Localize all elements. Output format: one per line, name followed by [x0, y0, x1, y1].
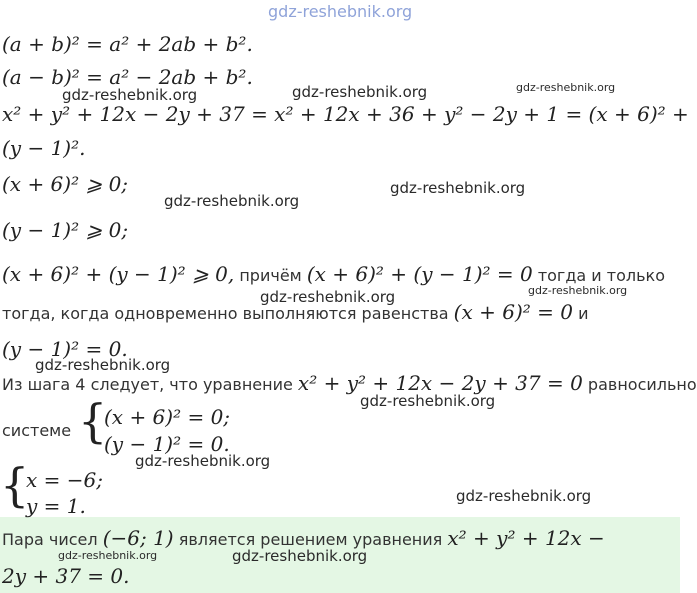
equality-x: (x + 6)² = 0 — [453, 300, 573, 324]
sum-inequality: (x + 6)² + (y − 1)² ⩾ 0, — [2, 262, 235, 286]
solution-y: y = 1. — [26, 494, 86, 518]
solution-x: x = −6; — [26, 468, 103, 492]
system-brace: { — [78, 394, 108, 448]
solution-pair: (−6; 1) — [102, 526, 174, 550]
system-eq-2: (y − 1)² = 0. — [104, 432, 230, 456]
simultaneous-condition — [2, 300, 588, 324]
text-from-step: Из шага 4 следует, что уравнение — [2, 375, 293, 394]
system-eq-1: (x + 6)² = 0; — [104, 405, 231, 429]
equality-y: (y − 1)² = 0. — [2, 337, 128, 361]
text-and: и — [578, 304, 589, 323]
watermark: gdz-reshebnik.org — [292, 83, 428, 101]
text-equivalent: равносильно — [587, 375, 697, 394]
equivalence-statement — [2, 371, 697, 395]
sum-condition — [2, 262, 665, 286]
sum-equality: (x + 6)² + (y − 1)² = 0 — [306, 262, 533, 286]
text-simultaneous: тогда, когда одновременно выполняются равенства — [2, 304, 449, 323]
answer-equation-end: 2y + 37 = 0. — [2, 564, 130, 588]
text-is-solution: является решением уравнения — [178, 530, 443, 549]
watermark: gdz-reshebnik.org — [516, 81, 616, 94]
watermark-top: gdz-reshebnik.org — [268, 2, 413, 21]
equation-transform: x² + y² + 12x − 2y + 37 = x² + 12x + 36 + y² − 2y + 1 = (x + 6)² + — [2, 102, 689, 126]
watermark: gdz-reshebnik.org — [135, 452, 271, 470]
watermark: gdz-reshebnik.org — [390, 179, 526, 197]
inequality-x: (x + 6)² ⩾ 0; — [2, 172, 129, 196]
answer-equation-start: x² + y² + 12x − — [447, 526, 605, 550]
equation-transform-end: (y − 1)². — [2, 136, 86, 160]
solution-brace: { — [0, 458, 30, 512]
watermark: gdz-reshebnik.org — [456, 487, 592, 505]
watermark: gdz-reshebnik.org — [260, 288, 396, 306]
watermark: gdz-reshebnik.org — [528, 284, 628, 297]
watermark: gdz-reshebnik.org — [58, 549, 158, 562]
watermark: gdz-reshebnik.org — [35, 356, 171, 374]
formula-square-sum: (a + b)² = a² + 2ab + b². — [2, 32, 253, 56]
text-prichem: причём — [239, 266, 302, 285]
text-pair: Пара чисел — [2, 530, 98, 549]
formula-square-diff: (a − b)² = a² − 2ab + b². — [2, 65, 253, 89]
inequality-y: (y − 1)² ⩾ 0; — [2, 218, 129, 242]
original-equation: x² + y² + 12x − 2y + 37 = 0 — [297, 371, 583, 395]
text-iff: тогда и только — [537, 266, 665, 285]
watermark: gdz-reshebnik.org — [62, 86, 198, 104]
watermark: gdz-reshebnik.org — [232, 547, 368, 565]
watermark: gdz-reshebnik.org — [164, 192, 300, 210]
text-system: системе — [2, 421, 72, 440]
watermark: gdz-reshebnik.org — [360, 392, 496, 410]
